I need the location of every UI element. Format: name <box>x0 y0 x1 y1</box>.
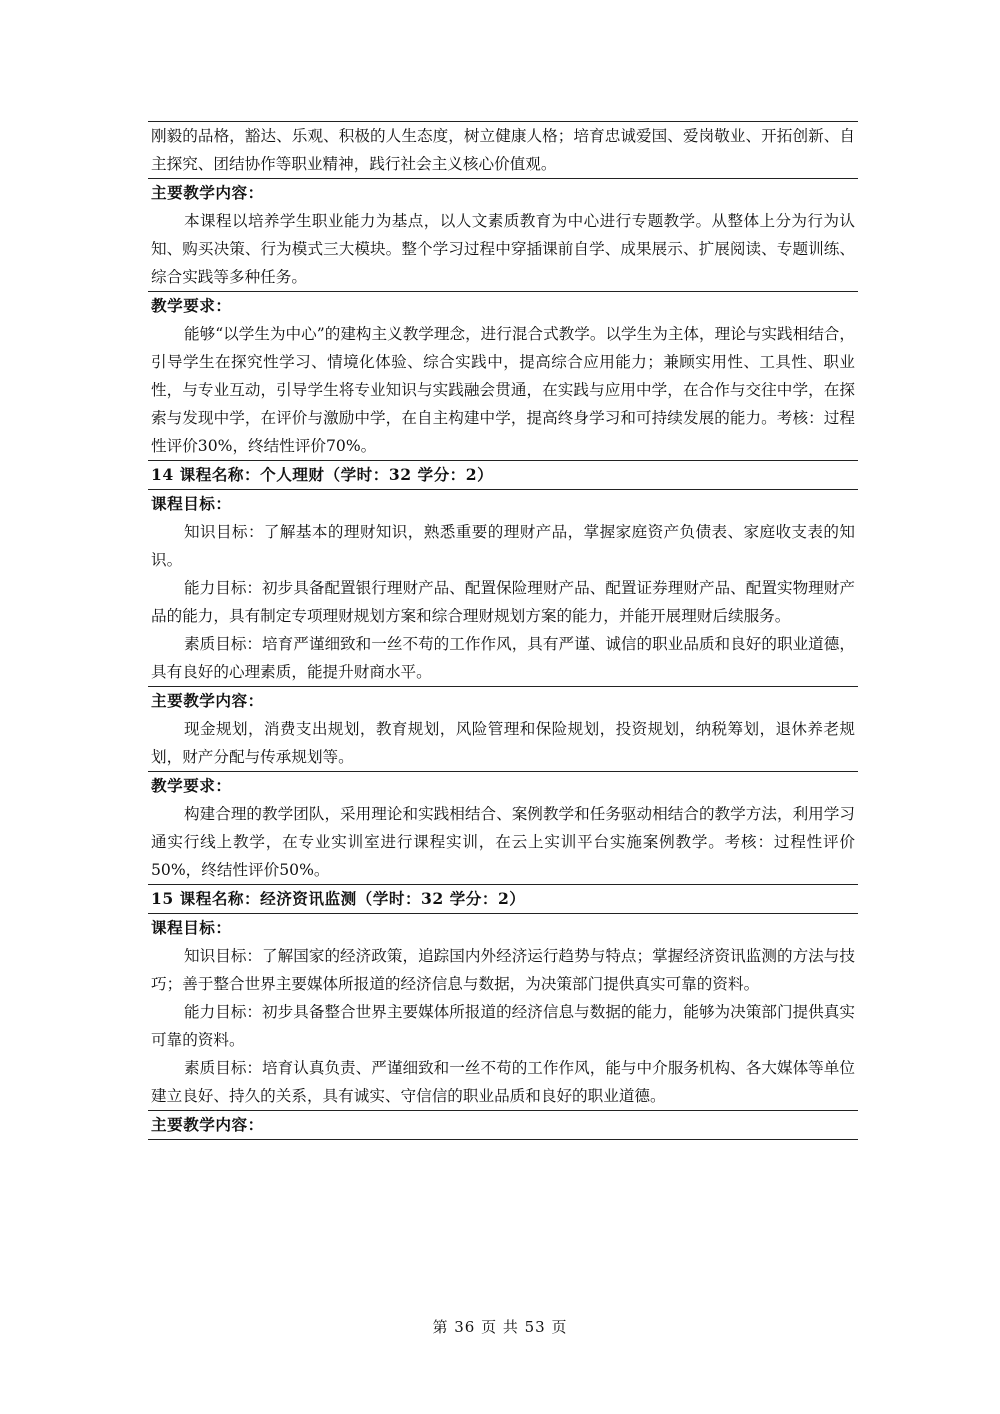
section-heading: 14 课程名称：个人理财（学时：32 学分：2） <box>151 465 494 484</box>
paragraph: 能力目标：初步具备配置银行理财产品、配置保险理财产品、配置证券理财产品、配置实物理财产品的能力，具有制定专项理财规划方案和综合理财规划方案的能力，并能开展理财后续服务。 <box>151 579 855 625</box>
paragraph: 刚毅的品格，豁达、乐观、积极的人生态度，树立健康人格；培育忠诚爱国、爱岗敬业、开拓创新、自主探究、团结协作等职业精神，践行社会主义核心价值观。 <box>151 127 855 173</box>
document-body <box>148 121 858 1140</box>
table-row <box>148 914 858 1110</box>
paragraph: 知识目标：了解基本的理财知识，熟悉重要的理财产品，掌握家庭资产负债表、家庭收支表的知识。 <box>151 523 855 569</box>
section-heading: 教学要求： <box>151 776 232 795</box>
section-heading: 教学要求： <box>151 296 232 315</box>
table-row <box>148 772 858 884</box>
table-row <box>148 687 858 771</box>
paragraph: 能够“以学生为中心”的建构主义教学理念，进行混合式教学。以学生为主体，理论与实践相结合，引导学生在探究性学习、情境化体验、综合实践中，提高综合应用能力；兼顾实用性、工具性、职业性，与专业互动，引导学生将专业知识与实践融会贯通，在实践与应用中学，在合作与交往中学，在探索与发现中学，在评价与激励中学，在自主构建中学，提高终身学习和可持续发展的能力。考核：过程性评价30%，终结性评价70%。 <box>151 325 855 455</box>
page-footer: 第 36 页 共 53 页 <box>432 1318 568 1336</box>
section-heading: 课程目标： <box>151 918 232 937</box>
section-heading: 主要教学内容： <box>151 1115 264 1134</box>
section-heading: 课程目标： <box>151 494 232 513</box>
table-row <box>148 122 858 178</box>
paragraph: 素质目标：培育严谨细致和一丝不苟的工作作风，具有严谨、诚信的职业品质和良好的职业道德，具有良好的心理素质，能提升财商水平。 <box>151 635 855 681</box>
paragraph: 知识目标：了解国家的经济政策，追踪国内外经济运行趋势与特点；掌握经济资讯监测的方法与技巧；善于整合世界主要媒体所报道的经济信息与数据，为决策部门提供真实可靠的资料。 <box>151 947 855 993</box>
table-row <box>148 885 858 913</box>
table-row <box>148 292 858 460</box>
table-row <box>148 179 858 291</box>
section-heading: 15 课程名称：经济资讯监测（学时：32 学分：2） <box>151 889 526 908</box>
table-rule <box>148 1139 858 1140</box>
table-row <box>148 490 858 686</box>
paragraph: 能力目标：初步具备整合世界主要媒体所报道的经济信息与数据的能力，能够为决策部门提供真实可靠的资料。 <box>151 1003 855 1049</box>
paragraph: 构建合理的教学团队，采用理论和实践相结合、案例教学和任务驱动相结合的教学方法，利用学习通实行线上教学，在专业实训室进行课程实训，在云上实训平台实施案例教学。考核：过程性评价50%，终结性评价50%。 <box>151 805 855 879</box>
table-row <box>148 461 858 489</box>
paragraph: 素质目标：培育认真负责、严谨细致和一丝不苟的工作作风，能与中介服务机构、各大媒体等单位建立良好、持久的关系，具有诚实、守信信的职业品质和良好的职业道德。 <box>151 1059 855 1105</box>
paragraph: 本课程以培养学生职业能力为基点，以人文素质教育为中心进行专题教学。从整体上分为行为认知、购买决策、行为模式三大模块。整个学习过程中穿插课前自学、成果展示、扩展阅读、专题训练、综合实践等多种任务。 <box>151 212 855 286</box>
section-heading: 主要教学内容： <box>151 691 264 710</box>
table-row <box>148 1111 858 1139</box>
section-heading: 主要教学内容： <box>151 183 264 202</box>
paragraph: 现金规划，消费支出规划，教育规划，风险管理和保险规划，投资规划，纳税筹划，退休养老规划，财产分配与传承规划等。 <box>151 720 855 766</box>
